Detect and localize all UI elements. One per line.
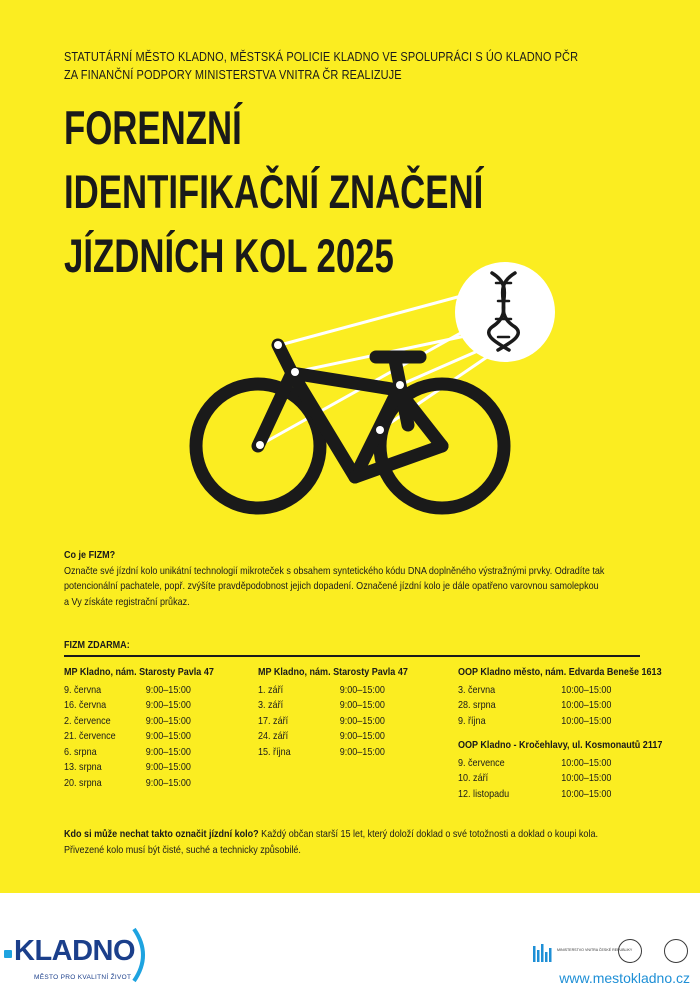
website-link[interactable]: www.mestokladno.cz <box>559 970 690 986</box>
what-line-1: Označte své jízdní kolo unikátní technologií mikroteček s obsahem syntetického kódu DNA doplněného výstražnými prvky. Odradíte tak <box>64 564 605 577</box>
schedule-row: 2. července 9:00–15:00 <box>64 714 191 727</box>
intro-text <box>64 48 578 84</box>
ministry-logo-icon <box>533 942 633 964</box>
divider <box>64 655 640 657</box>
ministry-text: MINISTERSTVO VNITRA ČESKÉ REPUBLIKY <box>557 948 633 952</box>
police-seal-icon <box>618 939 642 963</box>
schedule-row: 17. září 9:00–15:00 <box>258 714 385 727</box>
schedule-row: 9. července 10:00–15:00 <box>458 756 612 769</box>
title-line-2: IDENTIFIKAČNÍ ZNAČENÍ <box>64 165 484 218</box>
intro-line-1: STATUTÁRNÍ MĚSTO KLADNO, MĚSTSKÁ POLICIE KLADNO VE SPOLUPRÁCI S ÚO KLADNO PČR <box>64 50 579 64</box>
who-line-1: Každý občan starší 15 let, který doloží doklad o své totožnosti a doklad o koupi kola. <box>258 828 598 840</box>
schedule-row: 12. listopadu 10:00–15:00 <box>458 787 612 800</box>
schedule-row: 15. října 9:00–15:00 <box>258 745 385 758</box>
who-question: Kdo si může nechat takto označit jízdní kolo? <box>64 828 259 840</box>
kladno-logo: KLADNO <box>14 935 136 967</box>
schedule-row: 16. června 9:00–15:00 <box>64 699 191 711</box>
location-name: MP Kladno, nám. Starosty Pavla 47 <box>258 666 408 678</box>
schedule-row: 9. června 9:00–15:00 <box>64 683 191 696</box>
schedule-row: 3. září 9:00–15:00 <box>258 699 385 711</box>
intro-line-2: ZA FINANČNÍ PODPORY MINISTERSTVA VNITRA ČR REALIZUJE <box>64 68 402 82</box>
what-is-fizm <box>64 548 604 610</box>
fizm-free-heading: FIZM ZDARMA: <box>64 639 130 651</box>
schedule-row: 9. října 10:00–15:00 <box>458 714 612 727</box>
schedule-row: 21. července 9:00–15:00 <box>64 730 191 742</box>
schedule-row: 1. září 9:00–15:00 <box>258 683 385 696</box>
location-name: OOP Kladno - Kročehlavy, ul. Kosmonautů 2117 <box>458 739 663 751</box>
logo-tagline: MĚSTO PRO KVALITNÍ ŽIVOT <box>34 974 132 981</box>
logo-arc-icon <box>130 925 154 985</box>
location-name: OOP Kladno město, nám. Edvarda Beneše 1613 <box>458 666 662 678</box>
schedule-column-3 <box>458 665 662 802</box>
what-line-2: potencionální pachatele, popř. zvýšíte pravděpodobnost jejich dopadení. Označené jízdní kolo je dále opatřeno varovnou samolepkou <box>64 580 599 592</box>
schedule-row: 24. září 9:00–15:00 <box>258 730 385 742</box>
location-name: MP Kladno, nám. Starosty Pavla 47 <box>64 666 214 678</box>
logo-dot <box>4 950 12 958</box>
schedule-column-1 <box>64 665 215 791</box>
schedule-column-2 <box>258 665 409 760</box>
eligibility-text <box>64 827 598 858</box>
bike-wheels <box>196 384 504 508</box>
bike-frame <box>258 345 442 477</box>
what-line-3: a Vy získáte registrační průkaz. <box>64 595 190 608</box>
schedule-row: 28. srpna 10:00–15:00 <box>458 699 612 711</box>
schedule-row: 20. srpna 9:00–15:00 <box>64 776 191 789</box>
city-police-seal-icon <box>664 939 688 963</box>
what-question: Co je FIZM? <box>64 549 116 561</box>
title-line-1: FORENZNÍ <box>64 101 242 154</box>
schedule-row: 13. srpna 9:00–15:00 <box>64 761 191 773</box>
title-line-3: JÍZDNÍCH KOL 2025 <box>64 229 394 282</box>
schedule-row: 3. června 10:00–15:00 <box>458 683 612 696</box>
who-line-2: Přivezené kolo musí být čisté, suché a technicky způsobilé. <box>64 843 301 856</box>
bicycle-illustration <box>180 255 520 525</box>
schedule-row: 6. srpna 9:00–15:00 <box>64 745 191 758</box>
schedule-row: 10. září 10:00–15:00 <box>458 772 612 784</box>
